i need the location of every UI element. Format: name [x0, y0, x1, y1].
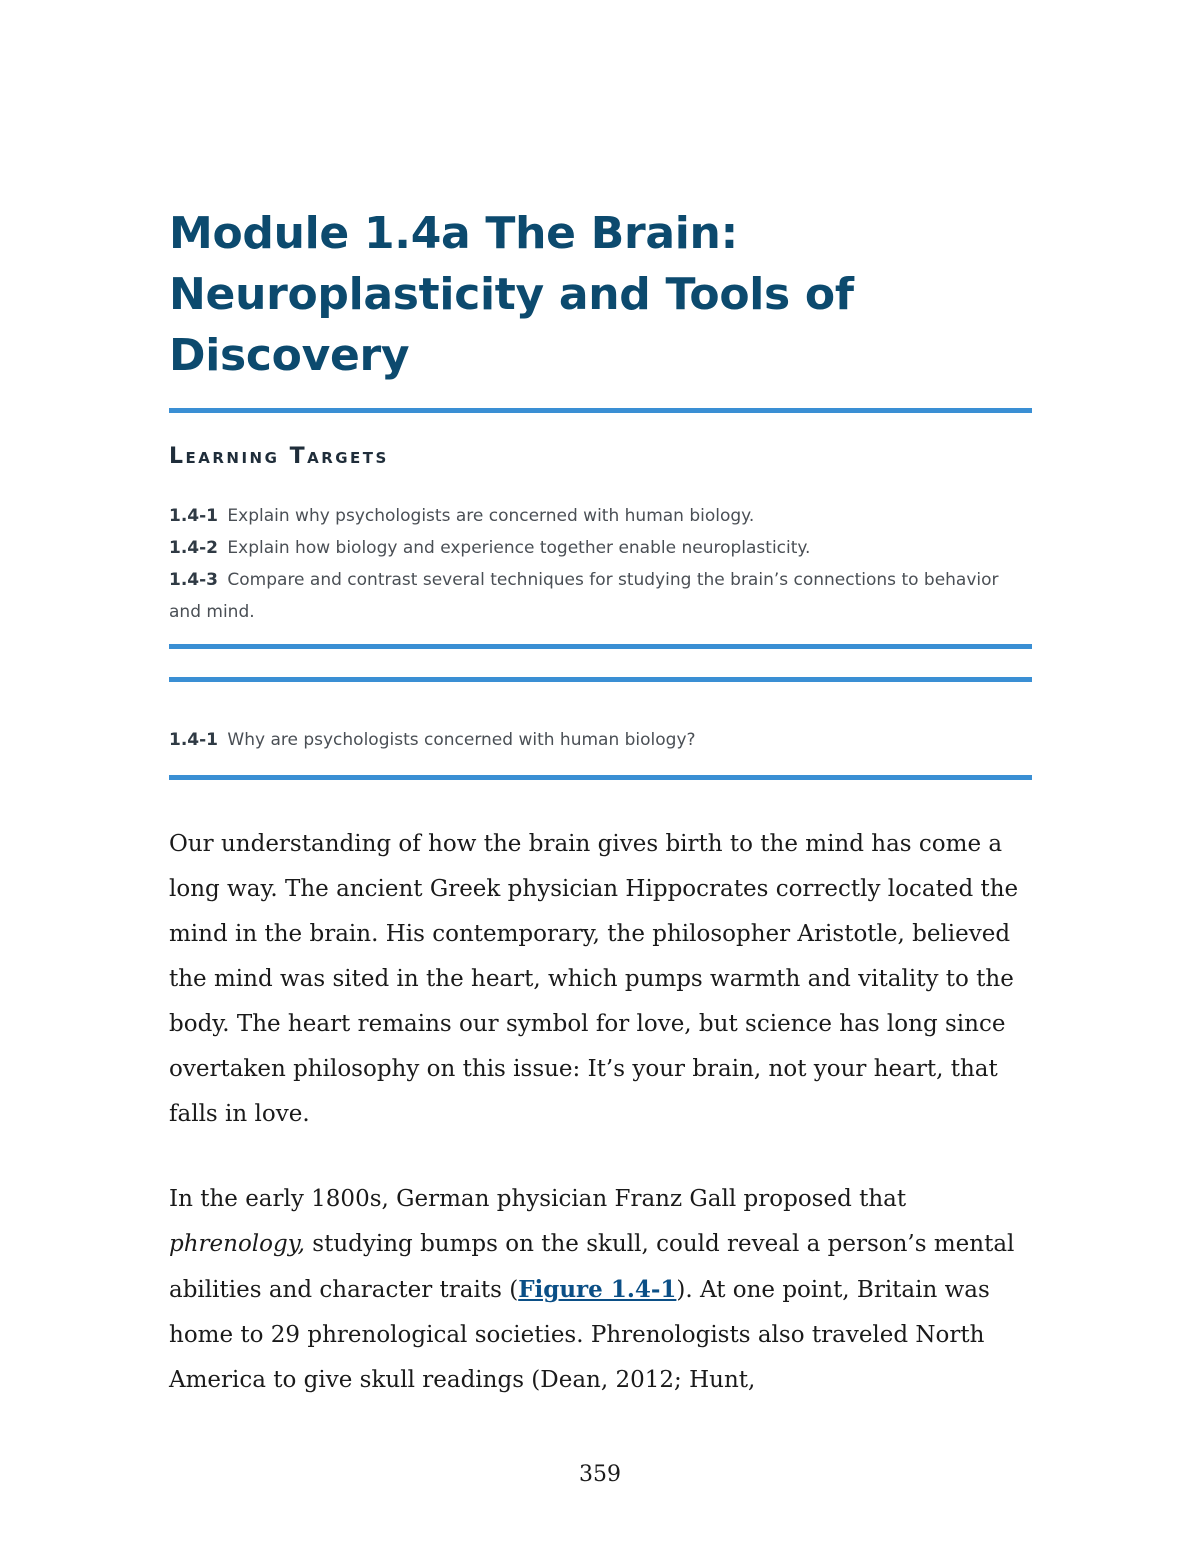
target-number: 1.4-2	[169, 538, 218, 558]
paragraph-1: Our understanding of how the brain gives birth to the mind has come a long way. The ancient Greek physician Hippocrates correctly located the mind in the brain. His contemporary, the philosopher Aristotle, believed the mind was sited in the heart, which pumps warmth and vitality to the body. The heart remains our symbol for love, but science has long since overtaken philosophy on this issue: It’s your brain, not your heart, that falls in love.	[169, 831, 1019, 1127]
divider-top	[169, 408, 1032, 413]
paragraph-2	[169, 1177, 1032, 1403]
learning-targets-heading: Learning Targets	[169, 444, 389, 469]
target-text: Explain why psychologists are concerned with human biology.	[227, 506, 755, 526]
section-question	[169, 725, 1032, 755]
page-number: 359	[579, 1462, 621, 1487]
target-number: 1.4-3	[169, 570, 218, 590]
paragraph-2-end: ). At one point, Britain was home to 29 phrenological societies. Phrenologists also traveled North America to give skull readings (Dean, 2012; Hunt,	[169, 1277, 990, 1393]
figure-link[interactable]: Figure 1.4-1	[518, 1276, 677, 1303]
divider-question-end	[169, 775, 1032, 780]
module-title: Module 1.4a The Brain: Neuroplasticity and Tools of Discovery	[169, 208, 854, 381]
learning-targets-list	[169, 500, 1032, 628]
learning-target-item	[169, 532, 1032, 564]
question-number: 1.4-1	[169, 730, 218, 750]
paragraph-2-start: In the early 1800s, German physician Franz Gall proposed that	[169, 1186, 907, 1212]
learning-target-item	[169, 564, 1032, 628]
question-text: Why are psychologists concerned with human biology?	[227, 730, 696, 750]
divider-targets-end	[169, 644, 1032, 649]
target-text: Explain how biology and experience together enable neuroplasticity.	[227, 538, 811, 558]
divider-question-start	[169, 677, 1032, 682]
paragraph-2-mid: studying bumps on the skull, could reveal a person’s mental abilities and character traits (	[169, 1231, 1015, 1303]
learning-target-item	[169, 500, 1032, 532]
target-number: 1.4-1	[169, 506, 218, 526]
term-phrenology: phrenology,	[169, 1231, 305, 1257]
target-text: Compare and contrast several techniques for studying the brain’s connections to behavior and mind.	[169, 570, 999, 622]
